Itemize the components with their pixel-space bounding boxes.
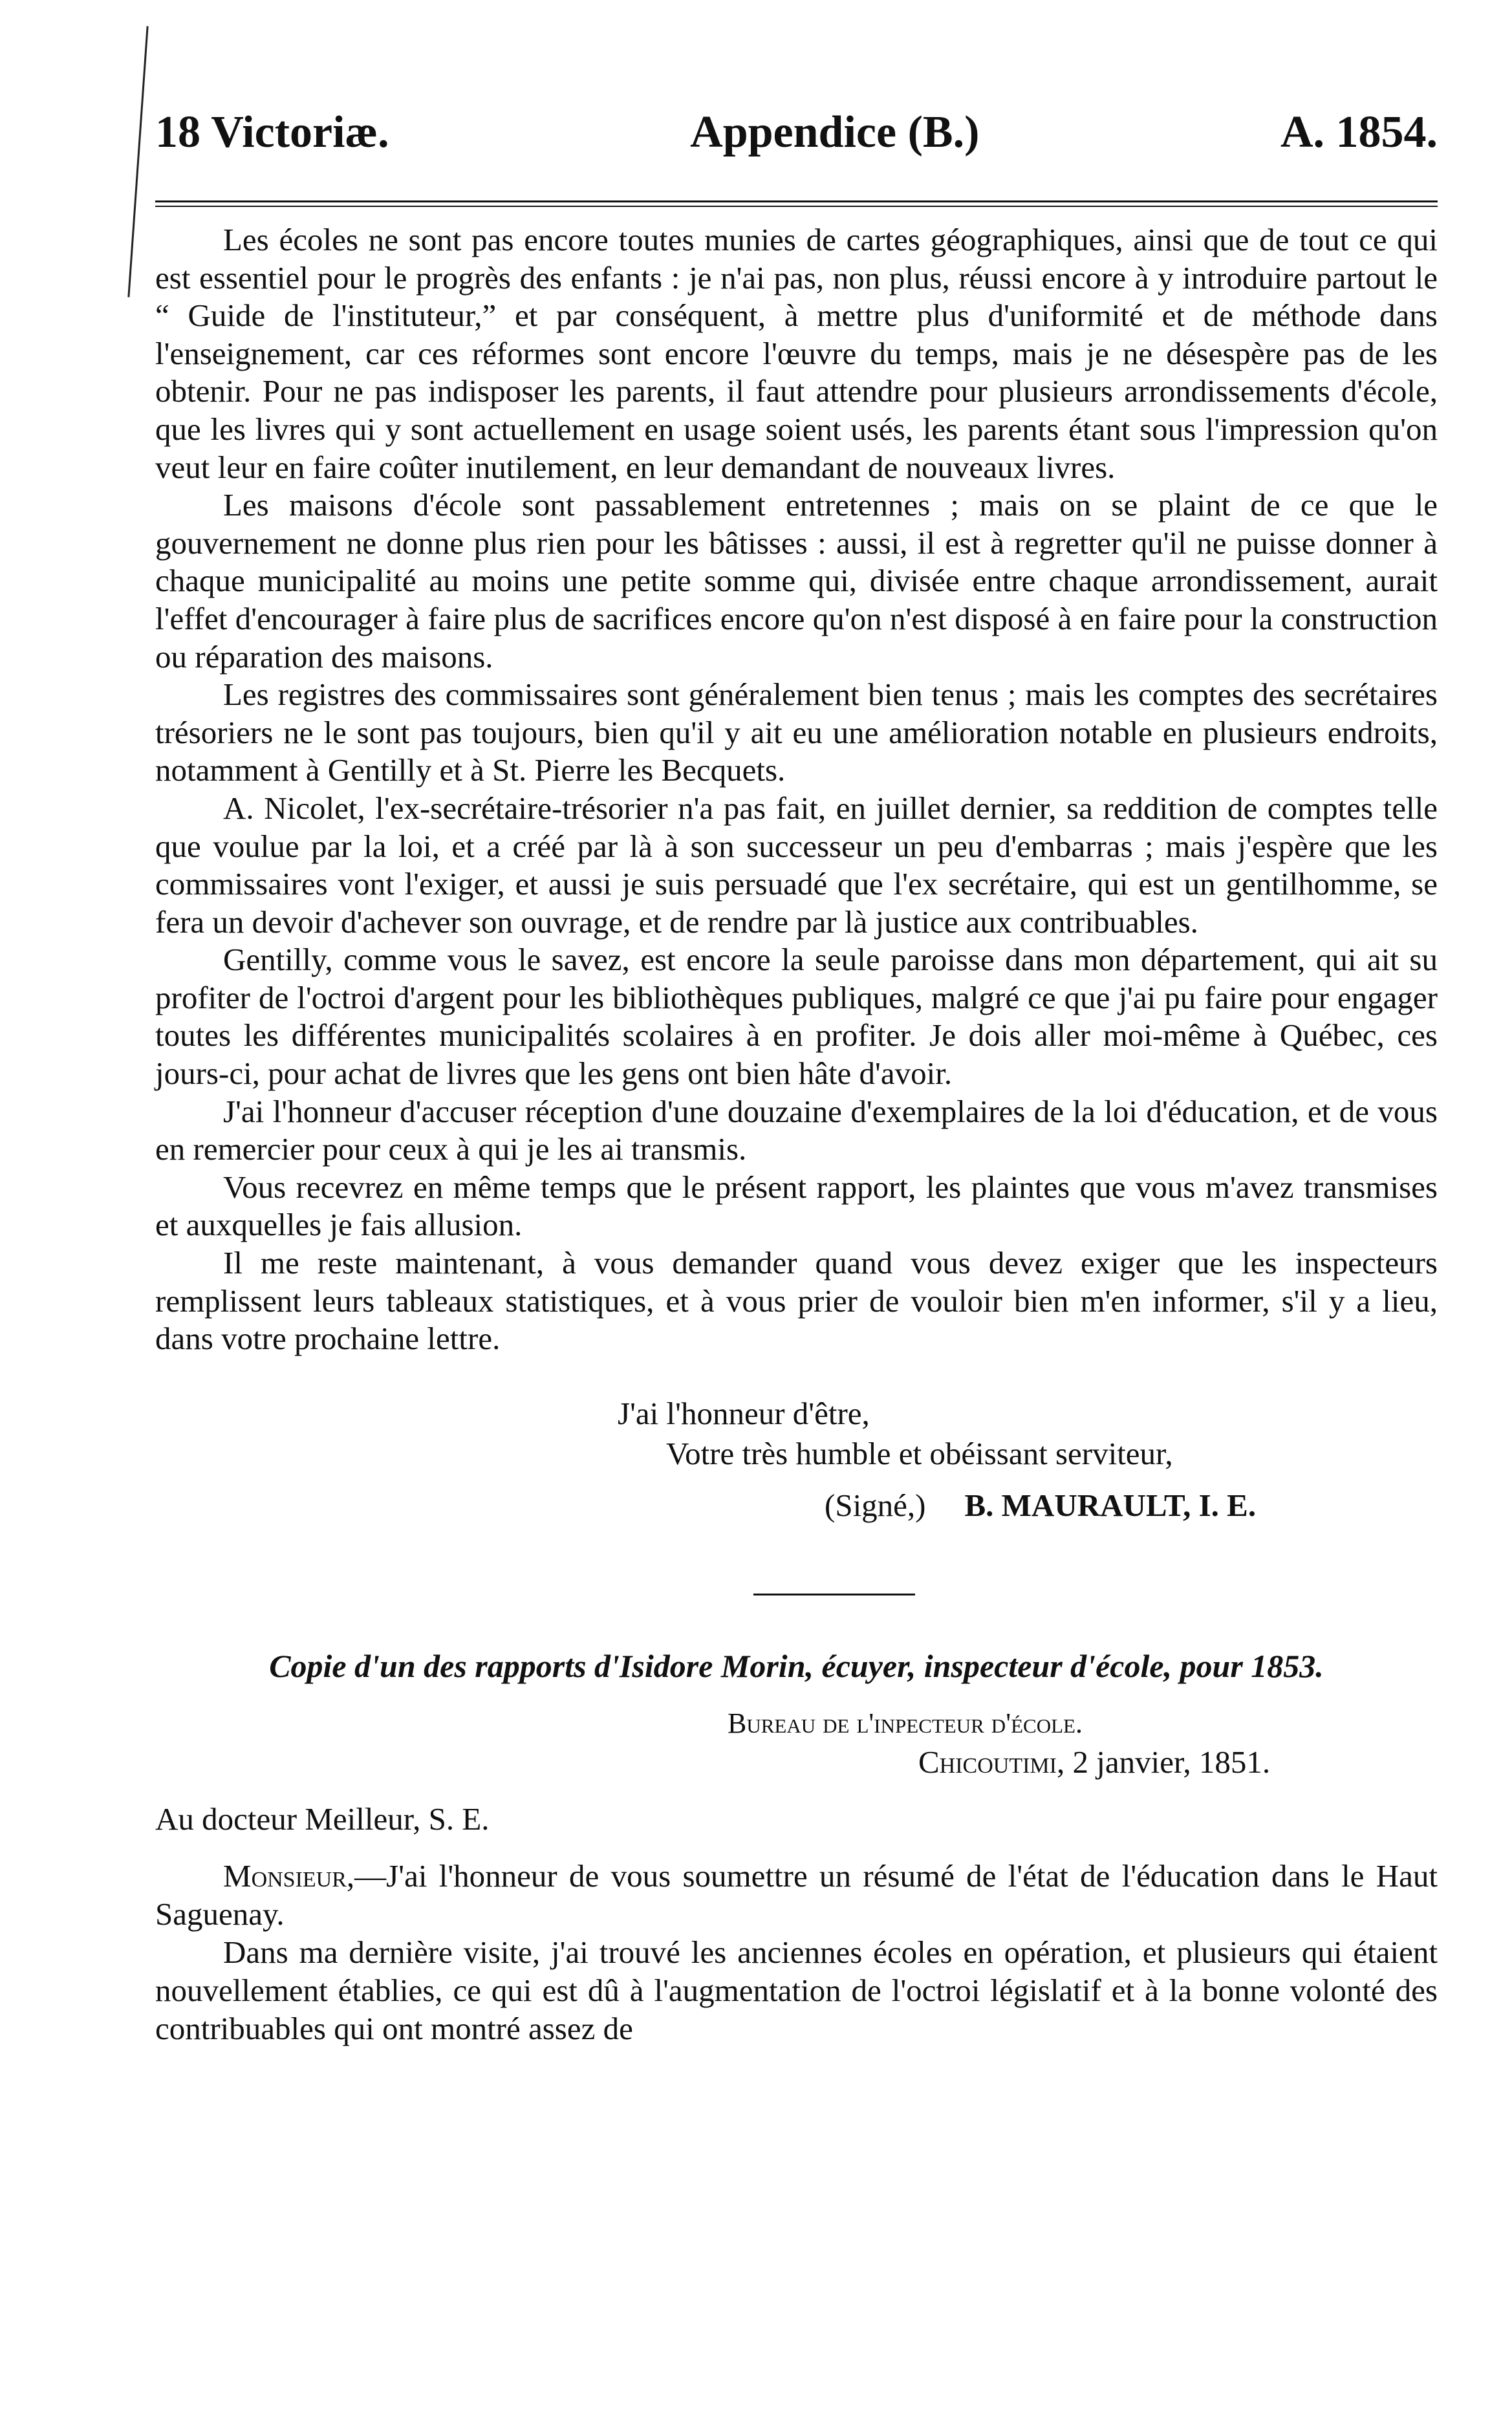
place-date-line bbox=[155, 1743, 1438, 1782]
letter-closing bbox=[155, 1394, 1438, 1526]
letter-date: 2 janvier, 1851. bbox=[1072, 1744, 1271, 1780]
paragraph-2: Les maisons d'école sont passablement entretennes ; mais on se plaint de ce que le gouvernement ne donne plus rien pour les bâtisses : aussi, il est à regretter qu'il ne puisse donner à chaque municipalité au moins une petite somme qui, divisée entre chaque arrondissement, aurait l'effet d'encourager à faire plus de sacrifices encore qu'on n'est disposé à en faire pour la construction ou réparation des maisons. bbox=[155, 487, 1438, 675]
paragraph-8: Il me reste maintenant, à vous demander quand vous devez exiger que les inspecteurs remplissent leurs tableaux statistiques, et à vous prier de vouloir bien m'en informer, s'il y a lieu, dans votre prochaine lettre. bbox=[155, 1245, 1438, 1357]
signature-line bbox=[155, 1486, 1438, 1526]
paragraph-6: J'ai l'honneur d'accuser réception d'une douzaine d'exemplaires de la loi d'éducation, et de vous en remercier pour ceux à qui je les ai transmis. bbox=[155, 1093, 1438, 1167]
letter-body bbox=[155, 1857, 1438, 2048]
paragraph-5: Gentilly, comme vous le savez, est encore la seule paroisse dans mon département, qui ait su profiter de l'octroi d'argent pour les bibliothèques publiques, malgré ce que j'ai pu faire pour engager toutes les différentes municipalités scolaires à en profiter. Je dois aller moi-même à Québec, ces jours-ci, pour achat de livres que les gens ont bien hâte d'avoir. bbox=[155, 942, 1438, 1092]
letter-paragraph-1-text: —J'ai l'honneur de vous soumettre un résumé de l'état de l'éducation dans le Haut Saguenay. bbox=[155, 1857, 1438, 1932]
running-head-center: Appendice (B.) bbox=[690, 107, 980, 157]
letter-paragraph-1 bbox=[155, 1857, 1438, 1933]
paragraph-1: Les écoles ne sont pas encore toutes munies de cartes géographiques, ainsi que de tout ce qui est essentiel pour le progrès des enfants : je n'ai pas, non plus, réussi encore à y introduire partout le “ Guide de l'instituteur,” et par conséquent, à mettre plus d'uniformité et de méthode dans l'enseignement, car ces réformes sont encore l'œuvre du temps, mais je ne désespère pas de les obtenir. Pour ne pas indisposer les parents, il faut attendre pour plusieurs arrondissements d'école, que les livres qui y sont actuellement en usage soient usés, les parents étant sous l'impression qu'on veut leur en faire coûter inutilement, en leur demandant de nouveaux livres. bbox=[155, 222, 1438, 485]
section-title: Copie d'un des rapports d'Isidore Morin, écuyer, inspecteur d'école, pour 1853. bbox=[269, 1647, 1324, 1684]
addressee: Au docteur Meilleur, S. E. bbox=[155, 1800, 490, 1837]
salutation: Monsieur, bbox=[223, 1857, 355, 1894]
paragraph-7: Vous recevrez en même temps que le présent rapport, les plaintes que vous m'avez transmises et auxquelles je fais allusion. bbox=[155, 1169, 1438, 1243]
signed-mark: (Signé,) bbox=[825, 1487, 926, 1523]
signatory-name: B. MAURAULT, I. E. bbox=[964, 1487, 1257, 1523]
section-separator bbox=[753, 1594, 915, 1595]
report-body bbox=[155, 221, 1438, 1358]
header-rule bbox=[155, 200, 1438, 207]
running-head-right: A. 1854. bbox=[1280, 107, 1438, 157]
running-head-left: 18 Victoriæ. bbox=[155, 107, 389, 157]
closing-line-1: J'ai l'honneur d'être, bbox=[618, 1395, 870, 1431]
running-head bbox=[155, 103, 1438, 162]
place-city: Chicoutimi, bbox=[918, 1744, 1065, 1780]
letter-paragraph-2: Dans ma dernière visite, j'ai trouvé les anciennes écoles en opération, et plusieurs qui étaient nouvellement établies, ce qui est dû à l'augmentation de l'octroi législatif et à la bonne volonté des contribuables qui ont montré assez de bbox=[155, 1934, 1438, 2046]
closing-line-2: Votre très humble et obéissant serviteur, bbox=[666, 1435, 1173, 1471]
margin-binding-line bbox=[127, 26, 148, 297]
paragraph-3: Les registres des commissaires sont généralement bien tenus ; mais les comptes des secrétaires trésoriers ne le sont pas toujours, bien qu'il y ait eu une amélioration notable en plusieurs endroits, notamment à Gentilly et à St. Pierre les Becquets. bbox=[155, 676, 1438, 788]
bureau-heading: Bureau de l'inpecteur d'école. bbox=[728, 1707, 1083, 1739]
paragraph-4: A. Nicolet, l'ex-secrétaire-trésorier n'a pas fait, en juillet dernier, sa reddition de comptes telle que voulue par la loi, et a créé par là à son successeur un peu d'embarras ; mais j'espère que les commissaires vont l'exiger, et aussi je suis persuadé que l'ex secrétaire, qui est un gentilhomme, se fera un devoir d'achever son ouvrage, et de rendre par là justice aux contribuables. bbox=[155, 790, 1438, 940]
